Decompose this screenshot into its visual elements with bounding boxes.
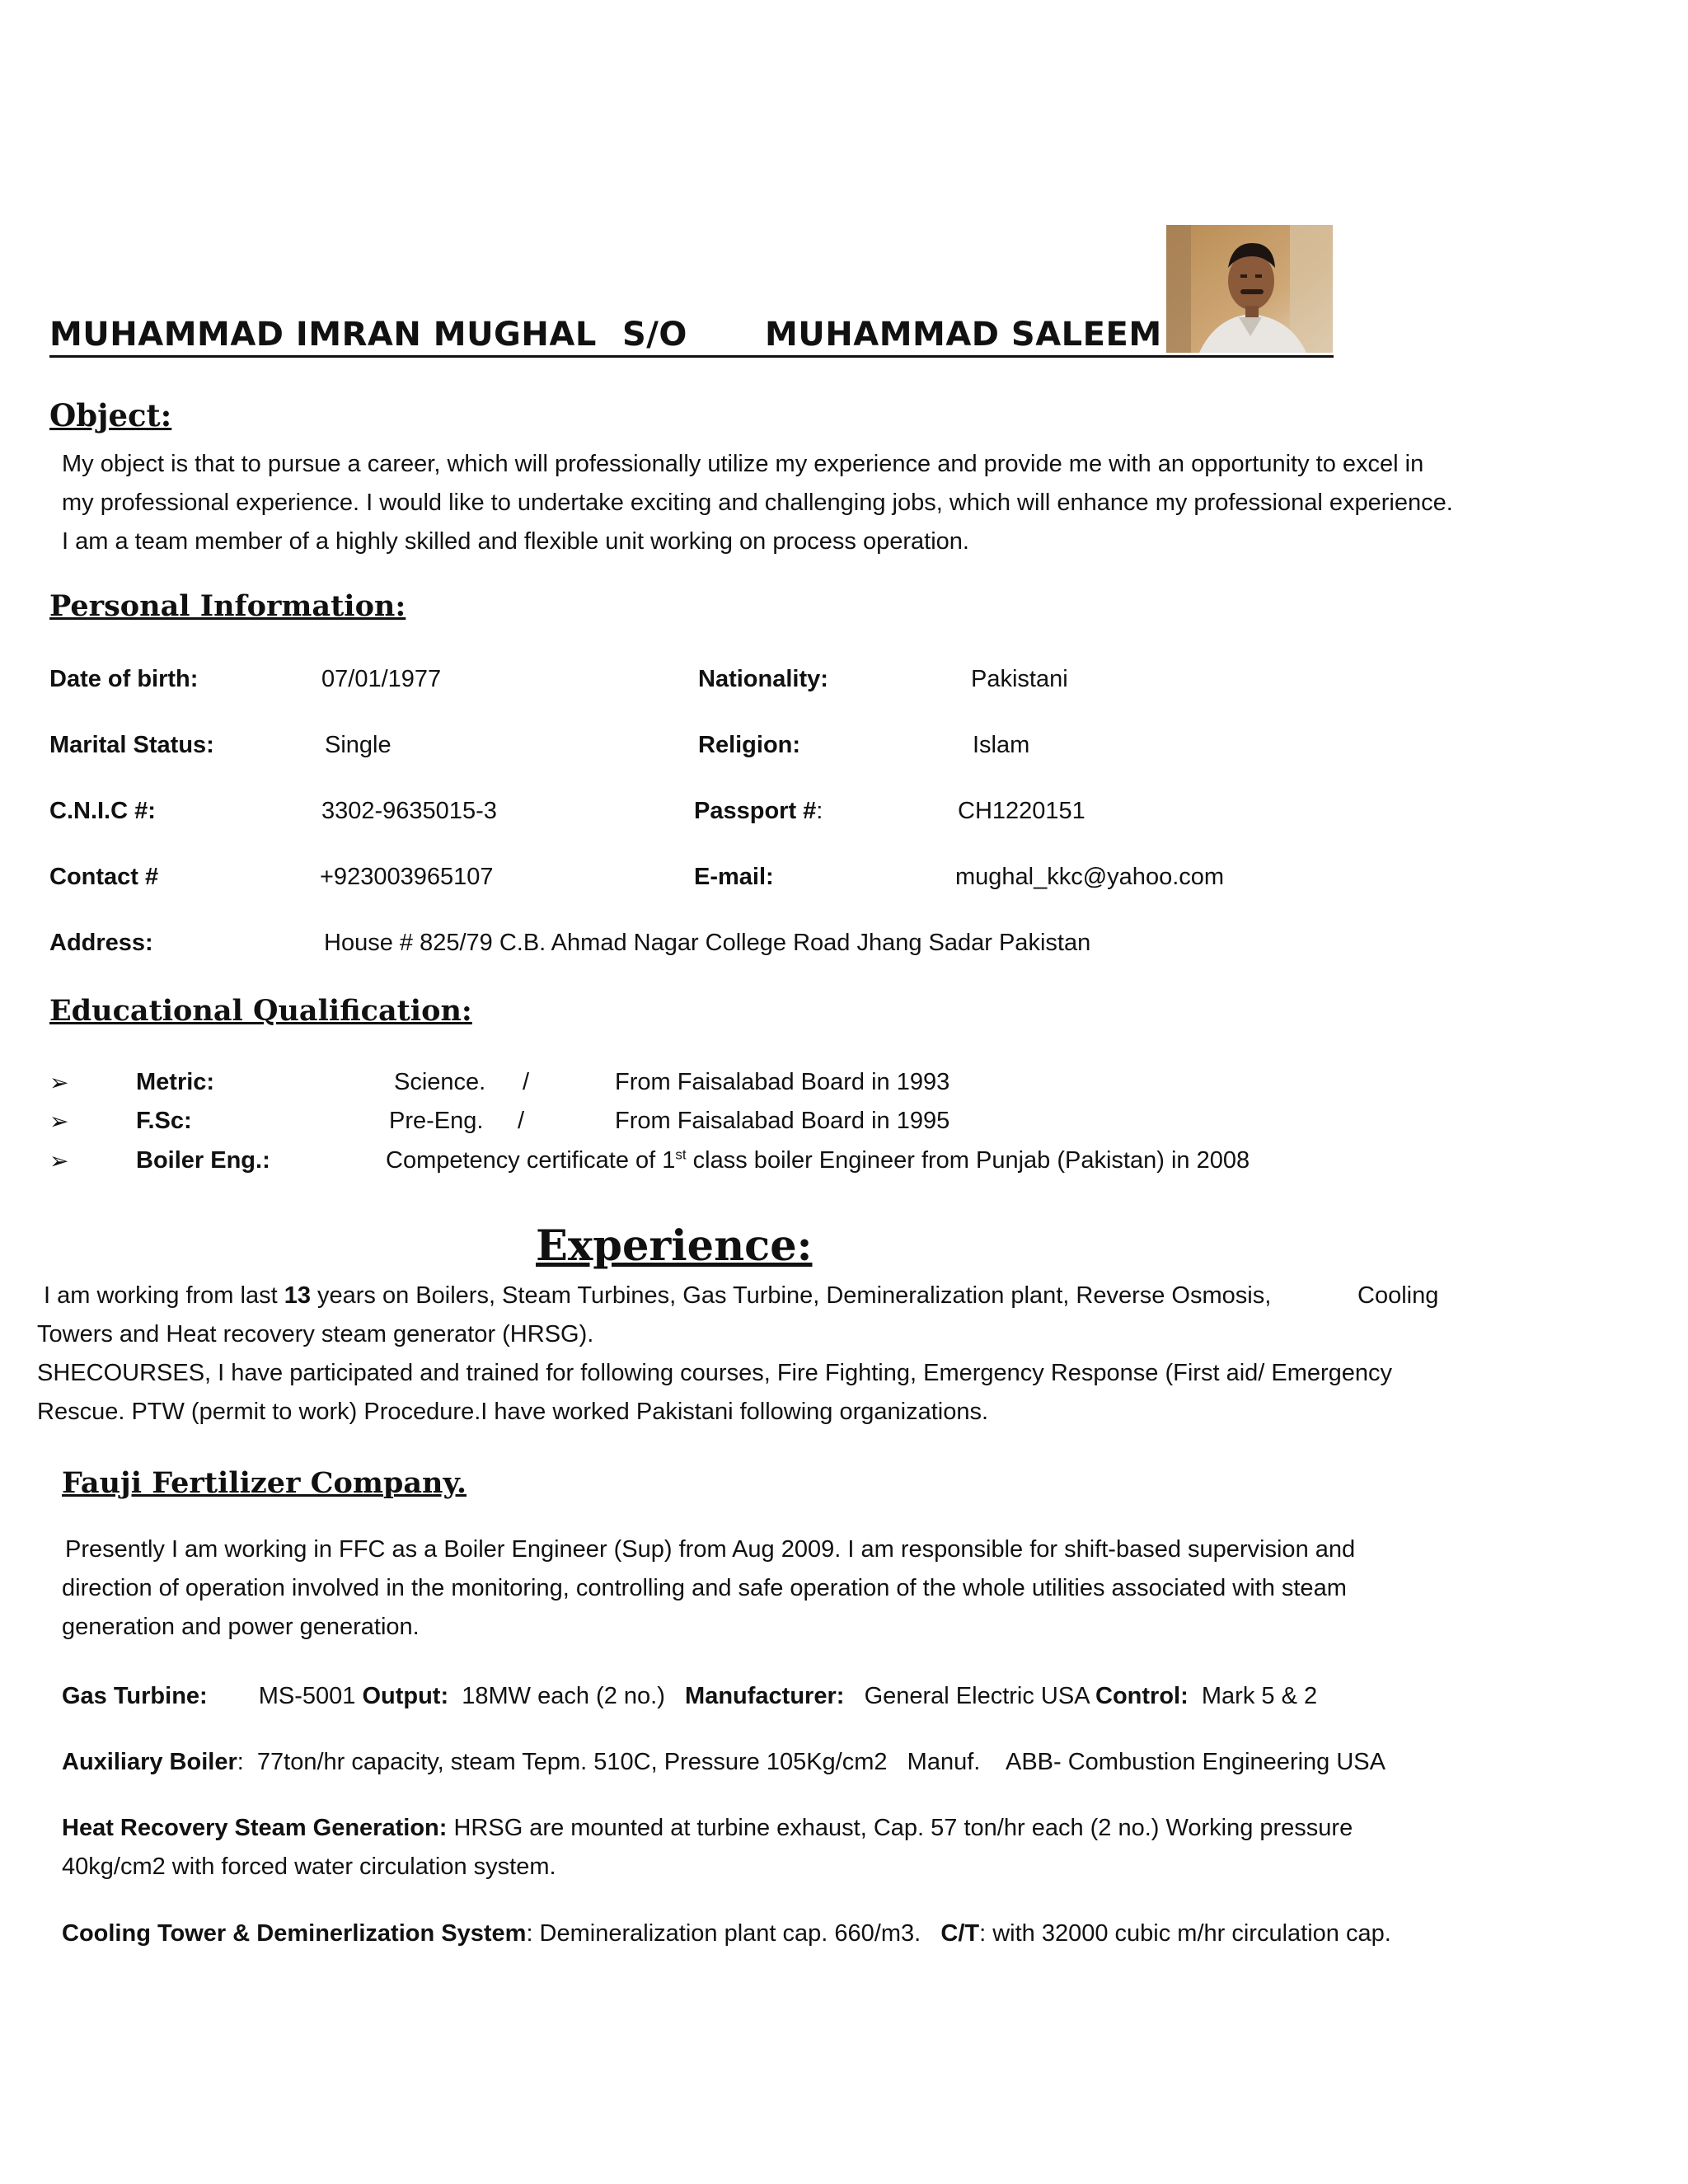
ct-text: : with 32000 cubic m/hr circulation cap.	[979, 1920, 1391, 1947]
contact-value: +923003965107	[320, 864, 494, 890]
boiler-label: Boiler Eng.:	[136, 1147, 270, 1174]
fsc-detail: From Faisalabad Board in 1995	[615, 1108, 950, 1134]
personal-info-heading: Personal Information:	[49, 589, 406, 623]
header-underline	[49, 355, 1334, 358]
boiler-detail	[386, 1147, 1250, 1174]
object-text: My object is that to pursue a career, which will professionally utilize my experience and provide me with an opportunity to excel in my professional experience. I would like to undertake exciting and challenging jobs, which will enhance my professional experience. I am a team member of a highly skilled and flexible unit working on process operation.	[62, 451, 1453, 555]
dob-value: 07/01/1977	[321, 666, 442, 692]
passport-value: CH1220151	[958, 798, 1085, 824]
courses-line2: Rescue. PTW (permit to work) Procedure.I have worked Pakistani following organizations.	[37, 1399, 989, 1425]
experience-line1	[44, 1282, 1271, 1310]
gas-turbine-output: 18MW each (2 no.)	[462, 1683, 665, 1709]
metric-subject: Science.	[394, 1069, 486, 1095]
hrsg-label: Heat Recovery Steam Generation:	[62, 1815, 448, 1841]
gas-turbine-control: Mark 5 & 2	[1201, 1683, 1318, 1709]
object-heading: Object:	[49, 397, 172, 434]
nationality-label: Nationality:	[698, 666, 828, 692]
religion-label: Religion:	[698, 732, 801, 758]
company-line1: Presently I am working in FFC as a Boiler Engineer (Sup) from Aug 2009. I am responsible for shift-based supervision and	[65, 1536, 1356, 1563]
gas-turbine-label: Gas Turbine:	[62, 1683, 208, 1709]
bullet-icon: ➢	[49, 1070, 69, 1095]
boiler-detail-pre: Competency certificate of 1	[386, 1147, 676, 1174]
email-value: mughal_kkc@yahoo.com	[955, 864, 1225, 890]
marital-value: Single	[325, 732, 392, 758]
aux-boiler-text: : 77ton/hr capacity, steam Tepm. 510C, Pressure 105Kg/cm2 Manuf. ABB- Combustion Engineering USA	[237, 1749, 1386, 1775]
father-name: MUHAMMAD SALEEM	[765, 316, 1162, 354]
gas-turbine-control-label: Control:	[1095, 1683, 1189, 1709]
company-line3: generation and power generation.	[62, 1614, 420, 1640]
cnic-value: 3302-9635015-3	[321, 798, 497, 824]
gas-turbine-output-label: Output:	[362, 1683, 449, 1709]
hrsg-text1: HRSG are mounted at turbine exhaust, Cap. 57 ton/hr each (2 no.) Working pressure	[447, 1815, 1353, 1841]
fsc-subject: Pre-Eng.	[389, 1108, 484, 1134]
passport-label: Passport #	[694, 798, 817, 824]
dob-label: Date of birth:	[49, 666, 199, 692]
experience-cooling: Cooling	[1357, 1282, 1439, 1309]
metric-label: Metric:	[136, 1069, 215, 1095]
experience-line1-post: years on Boilers, Steam Turbines, Gas Turbine, Demineralization plant, Reverse Osmosis,	[310, 1282, 1272, 1309]
bullet-icon: ➢	[49, 1148, 69, 1174]
applicant-name: MUHAMMAD IMRAN MUGHAL	[49, 316, 597, 354]
experience-line2: Towers and Heat recovery steam generator (HRSG).	[37, 1321, 594, 1347]
gas-turbine-manufacturer-label: Manufacturer:	[685, 1683, 845, 1709]
person-photo-icon	[1166, 225, 1333, 353]
gas-turbine-manufacturer: General Electric USA	[864, 1683, 1089, 1709]
metric-detail: From Faisalabad Board in 1993	[615, 1069, 950, 1095]
email-label: E-mail:	[694, 864, 774, 890]
cooling-tower-row	[62, 1920, 1391, 1947]
passport-colon: :	[816, 798, 823, 824]
company-line2: direction of operation involved in the monitoring, controlling and safe operation of the whole utilities associated with steam	[62, 1575, 1347, 1601]
experience-line1-pre: I am working from last	[44, 1282, 284, 1309]
education-heading: Educational Qualification:	[49, 994, 472, 1028]
address-label: Address:	[49, 930, 153, 956]
relation-label: S/O	[622, 316, 687, 354]
metric-separator: /	[523, 1069, 530, 1095]
company-heading: Fauji Fertilizer Company.	[62, 1466, 467, 1500]
passport-label-row	[694, 798, 823, 825]
experience-years: 13	[284, 1282, 311, 1309]
hrsg-row	[62, 1815, 1353, 1842]
fsc-separator: /	[518, 1108, 525, 1134]
ct-label: C/T	[940, 1920, 980, 1947]
fsc-label: F.Sc:	[136, 1108, 192, 1134]
boiler-detail-post: class boiler Engineer from Punjab (Pakistan) in 2008	[686, 1147, 1250, 1174]
cooling-tower-text: : Demineralization plant cap. 660/m3.	[526, 1920, 941, 1947]
profile-photo	[1166, 225, 1333, 353]
gas-turbine-model: MS-5001	[258, 1683, 356, 1709]
experience-heading: Experience:	[536, 1221, 813, 1271]
cnic-label: C.N.I.C #:	[49, 798, 156, 824]
nationality-value: Pakistani	[971, 666, 1068, 692]
address-value: House # 825/79 C.B. Ahmad Nagar College Road Jhang Sadar Pakistan	[324, 930, 1091, 956]
cooling-tower-label: Cooling Tower & Deminerlization System	[62, 1920, 527, 1947]
aux-boiler-row	[62, 1749, 1386, 1776]
hrsg-text2: 40kg/cm2 with forced water circulation system.	[62, 1854, 556, 1880]
aux-boiler-label: Auxiliary Boiler	[62, 1749, 237, 1775]
courses-line1: SHECOURSES, I have participated and trained for following courses, Fire Fighting, Emergency Response (First aid/ Emergency	[37, 1360, 1393, 1386]
boiler-detail-sup: st	[675, 1146, 687, 1163]
bullet-icon: ➢	[49, 1108, 69, 1134]
contact-label: Contact #	[49, 864, 159, 890]
religion-value: Islam	[973, 732, 1030, 758]
gas-turbine-row	[62, 1683, 1317, 1710]
marital-label: Marital Status:	[49, 732, 214, 758]
